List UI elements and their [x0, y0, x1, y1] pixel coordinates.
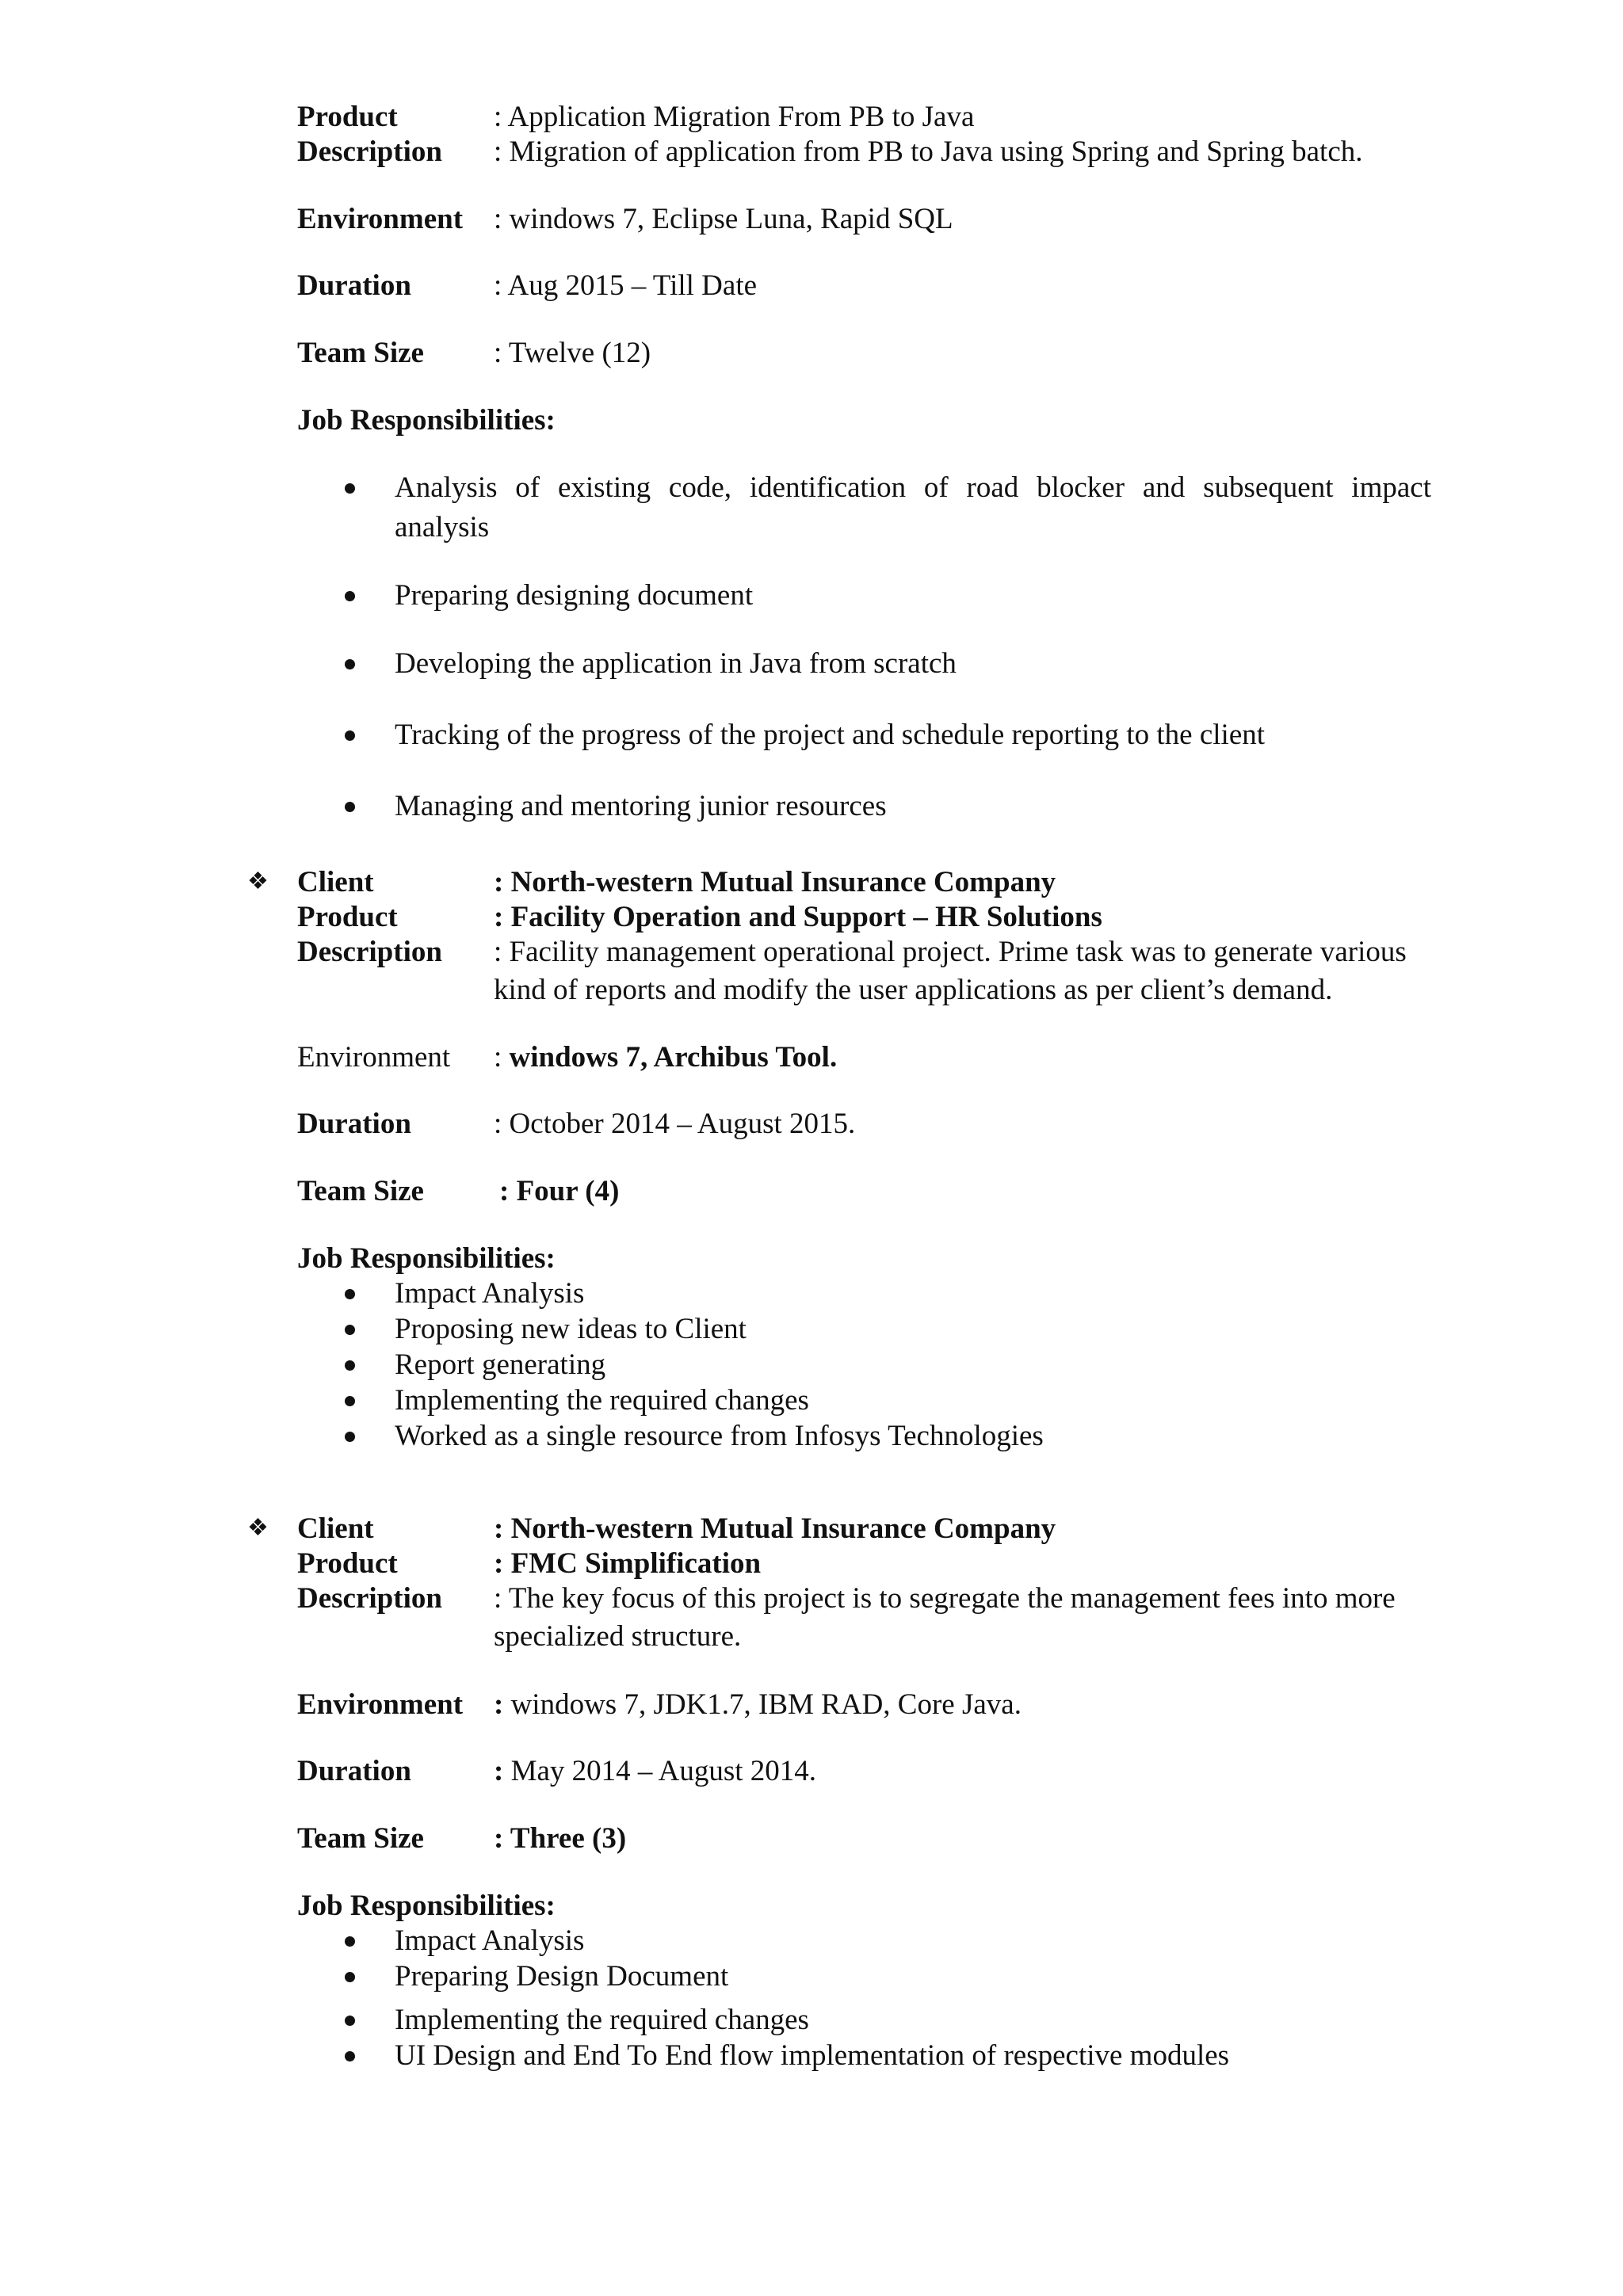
environment-colon: : windows 7, Archibus Tool. [494, 1041, 838, 1074]
product-label: Product [297, 1547, 398, 1580]
bullet-dot [345, 1972, 355, 1982]
description-line-2: kind of reports and modify the user applications as per client’s demand. [494, 974, 1333, 1006]
duration-value: : October 2014 – August 2015. [494, 1108, 856, 1140]
duration-label: Duration [297, 1755, 411, 1787]
team-size-value: : Twelve (12) [494, 337, 651, 369]
team-size-value: : Four (4) [499, 1175, 620, 1207]
team-size-label: Team Size [297, 1822, 424, 1855]
bullet-dot [345, 1289, 355, 1299]
duration-value: May 2014 – August 2014. [510, 1755, 817, 1787]
description-line-2: specialized structure. [494, 1620, 742, 1653]
bullet-dot [345, 1936, 355, 1947]
responsibilities-heading: Job Responsibilities: [297, 1242, 556, 1275]
bullet-dot [345, 483, 355, 494]
bullet-dot [345, 591, 355, 601]
list-item: Impact Analysis [395, 1277, 585, 1310]
client-label: Client [297, 1512, 374, 1545]
client-label: Client [297, 866, 374, 898]
environment-label: Environment [297, 1688, 464, 1721]
bullet-dot [345, 802, 355, 812]
list-item: Impact Analysis [395, 1924, 585, 1957]
environment-label: Environment [297, 1041, 451, 1074]
list-item: UI Design and End To End flow implementation of respective modules [395, 2039, 1230, 2072]
list-item: Implementing the required changes [395, 1384, 809, 1417]
bullet-dot [345, 730, 355, 741]
team-size-label: Team Size [297, 1175, 424, 1207]
list-item: Preparing designing document [395, 579, 754, 612]
list-item: Developing the application in Java from scratch [395, 647, 957, 680]
list-item-continuation: analysis [395, 511, 490, 543]
team-size-label: Team Size [297, 337, 424, 369]
list-item: Worked as a single resource from Infosys Technologies [395, 1420, 1044, 1452]
responsibilities-heading: Job Responsibilities: [297, 404, 556, 437]
environment-label: Environment [297, 203, 464, 235]
description-label: Description [297, 135, 442, 168]
bullet-dot [345, 1432, 355, 1442]
environment-value: windows 7, JDK1.7, IBM RAD, Core Java. [510, 1688, 1022, 1721]
bullet-dot [345, 2051, 355, 2061]
duration-value: : Aug 2015 – Till Date [494, 269, 758, 302]
duration-label: Duration [297, 269, 411, 302]
product-label: Product [297, 901, 398, 933]
list-item: Analysis of existing code, identification of road blocker and subsequent impact [395, 471, 1431, 504]
bullet-dot [345, 1360, 355, 1371]
environment-colon: : windows 7, JDK1.7, IBM RAD, Core Java. [494, 1688, 1022, 1721]
client-value: : North-western Mutual Insurance Company [494, 1512, 1056, 1545]
description-label: Description [297, 936, 442, 968]
list-item: Tracking of the progress of the project and schedule reporting to the client [395, 719, 1266, 751]
list-item: Managing and mentoring junior resources [395, 790, 887, 822]
bullet-dot [345, 1325, 355, 1335]
description-line-1: : Facility management operational project. Prime task was to generate various [494, 936, 1407, 968]
description-line-1: : The key focus of this project is to segregate the management fees into more [494, 1582, 1396, 1615]
bullet-dot [345, 1396, 355, 1406]
product-value: : Facility Operation and Support – HR Solutions [494, 901, 1102, 933]
client-value: : North-western Mutual Insurance Company [494, 866, 1056, 898]
diamond-bullet-icon: ❖ [247, 1515, 269, 1541]
description-value: : Migration of application from PB to Java using Spring and Spring batch. [494, 135, 1363, 168]
list-item: Proposing new ideas to Client [395, 1313, 747, 1345]
diamond-bullet-icon: ❖ [247, 868, 269, 894]
environment-value: windows 7, Archibus Tool. [509, 1041, 838, 1074]
list-item: Report generating [395, 1348, 606, 1381]
list-item: Preparing Design Document [395, 1960, 729, 1993]
team-size-value: : Three (3) [494, 1822, 627, 1855]
duration-colon: : May 2014 – August 2014. [494, 1755, 817, 1787]
list-item: Implementing the required changes [395, 2004, 809, 2036]
environment-value: : windows 7, Eclipse Luna, Rapid SQL [494, 203, 953, 235]
product-value: : FMC Simplification [494, 1547, 762, 1580]
bullet-dot [345, 2016, 355, 2026]
bullet-dot [345, 659, 355, 669]
product-label: Product [297, 101, 398, 133]
duration-label: Duration [297, 1108, 411, 1140]
description-label: Description [297, 1582, 442, 1615]
responsibilities-heading: Job Responsibilities: [297, 1890, 556, 1922]
product-value: : Application Migration From PB to Java [494, 101, 975, 133]
